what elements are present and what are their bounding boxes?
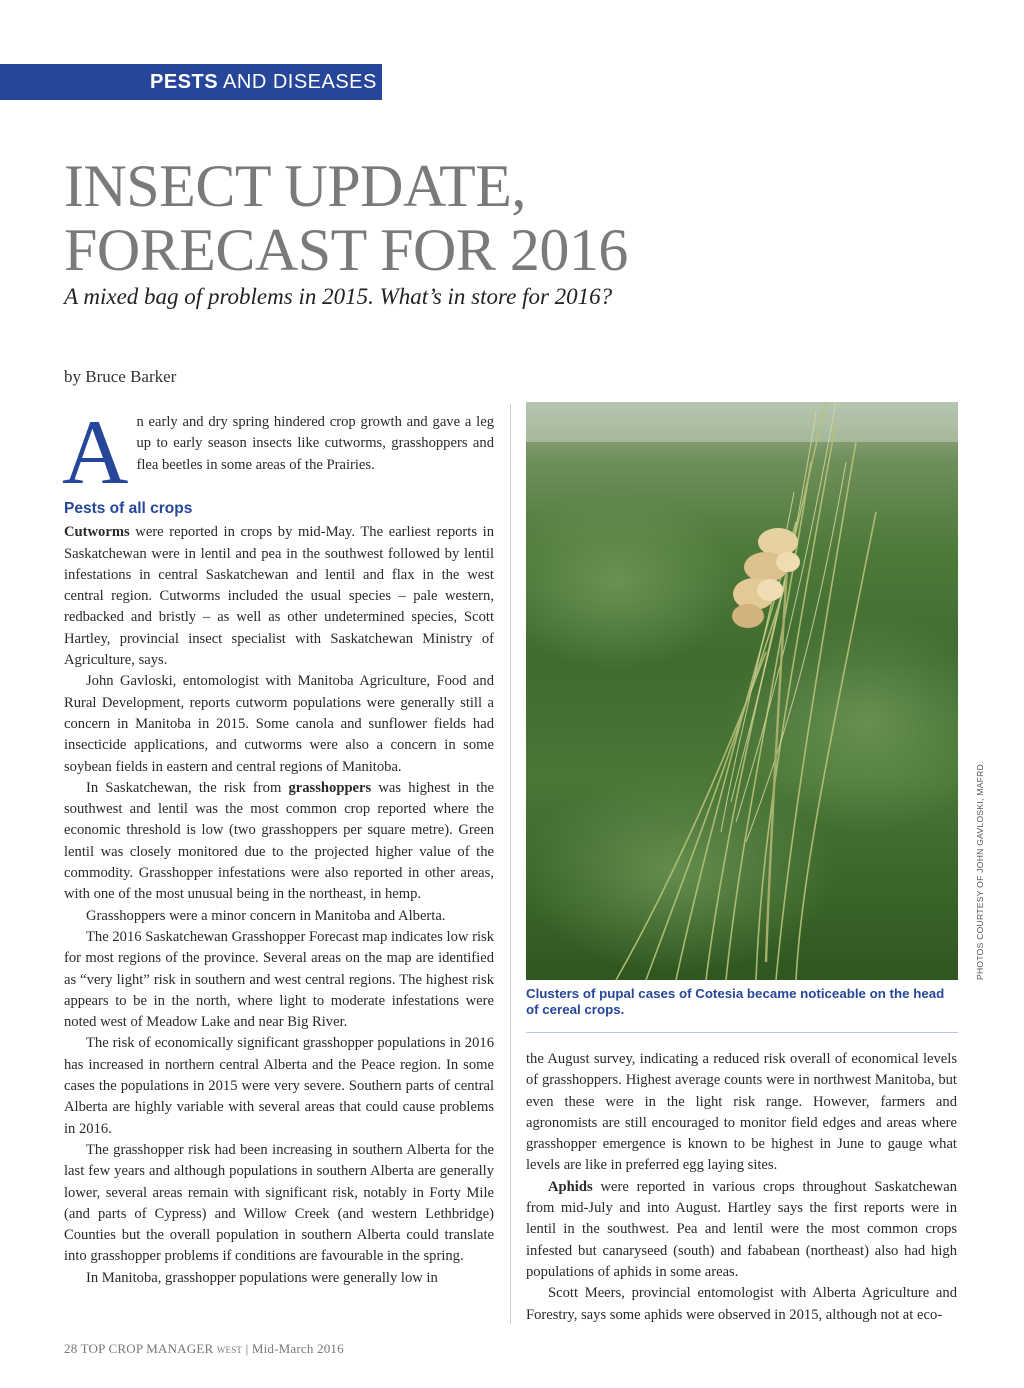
body-paragraph (64, 1268, 494, 1289)
caption-divider (526, 1032, 958, 1033)
body-paragraph (64, 906, 494, 927)
drop-cap: A (62, 401, 129, 503)
left-body (64, 522, 494, 1289)
paragraph-text: Grasshoppers were a minor concern in Manitoba and Alberta. (86, 907, 446, 924)
title-line-1: INSECT UPDATE, (64, 153, 526, 219)
paragraph-text: John Gavloski, entomologist with Manitoba Agriculture, Food and Rural Development, reports cutworm populations were generally still a concern in Manitoba in 2015. Some canola and sunflower fields had insecticide applications, and cutworms were also a concern in some soybean fields in eastern and central regions of Manitoba. (64, 673, 494, 775)
body-paragraph (526, 1283, 957, 1326)
body-paragraph (64, 522, 494, 671)
intro-text: n early and dry spring hindered crop growth and gave a leg up to early season insects like cutworms, grasshoppers and flea beetles in some areas of the Prairies. (136, 414, 494, 473)
body-paragraph (64, 778, 494, 906)
magazine-edition: WEST (216, 1345, 243, 1355)
article-title (64, 154, 628, 282)
intro-paragraph (62, 401, 494, 503)
body-paragraph (64, 1140, 494, 1268)
page-number: 28 (64, 1341, 78, 1356)
body-paragraph (526, 1177, 957, 1283)
paragraph-pre-text: In Saskatchewan, the risk from (86, 779, 289, 796)
photo-illustration (526, 402, 958, 980)
paragraph-text: The risk of economically significant grasshopper populations in 2016 has increased in northern central Alberta and the Peace region. In some cases the populations in 2015 were very severe. Southern parts of central Alberta are highly variable with several areas that could cause problems in 2016. (64, 1035, 494, 1137)
paragraph-lead-term: Aphids (548, 1178, 593, 1195)
paragraph-text: In Manitoba, grasshopper populations were generally low in (86, 1269, 438, 1286)
column-divider (510, 404, 511, 1324)
issue-date: Mid-March 2016 (251, 1341, 344, 1356)
section-banner (0, 64, 382, 100)
paragraph-lead-term: grasshoppers (288, 779, 372, 796)
title-line-2: FORECAST FOR 2016 (64, 217, 628, 283)
body-paragraph (526, 1049, 957, 1177)
photo-credit: PHOTOS COURTESY OF JOHN GAVLOSKI, MAFRD. (975, 761, 985, 980)
paragraph-text: were reported in various crops throughout Saskatchewan from mid-July and into August. Hartley says the first reports were in lentil in the southwest. Pea and lentil were the most common crops infested but canaryseed (south) and fababean (northeast) also had high populations of aphids in some areas. (526, 1178, 957, 1280)
article-subtitle: A mixed bag of problems in 2015. What’s in store for 2016? (64, 284, 613, 309)
photo-caption: Clusters of pupal cases of Cotesia became noticeable on the head of cereal crops. (526, 986, 945, 1017)
footer-separator: | (245, 1341, 249, 1356)
paragraph-text: the August survey, indicating a reduced risk overall of economical levels of grasshoppers. Highest average counts were in northwest Manitoba, but even these were in the light risk range. However, farmers and agronomists are still encouraged to monitor field edges and areas where grasshopper emergence is known to be highest in June to gauge what levels are like in preferred egg laying sites. (526, 1051, 957, 1174)
left-column (62, 401, 494, 1289)
byline: by Bruce Barker (64, 367, 177, 386)
paragraph-text: The 2016 Saskatchewan Grasshopper Forecast map indicates low risk for most regions of the province. Several areas on the map are identified as “very light” risk in southern and west central regions. The highest risk appears to be in the north, where light to moderate infestations were noted west of Meadow Lake and near Big River. (64, 928, 494, 1031)
magazine-name: TOP CROP MANAGER (80, 1341, 214, 1356)
body-paragraph (64, 1033, 494, 1139)
paragraph-text: The grasshopper risk had been increasing in southern Alberta for the last few years and although populations in southern Alberta are generally lower, several areas remain with significant risk, notably in Forty Mile (and parts of Cypress) and Willow Creek (and western Lethbridge) Counties but the overall population in southern Alberta could translate into grasshopper problems if conditions are favourable in the spring. (64, 1141, 494, 1265)
body-paragraph (64, 927, 494, 1033)
body-paragraph (64, 671, 494, 777)
cotesia-cocoon-cluster (732, 528, 800, 628)
right-body (526, 1049, 957, 1326)
wheat-head-photo (526, 402, 958, 980)
paragraph-text: was highest in the southwest and lentil was the most common crop reported where the economic threshold is low (two grasshoppers per square metre). Green lentil was closely monitored due to the projected higher value of the commodity. Grasshopper infestations were also reported in other areas, with one of the most unusual being in the northeast, in hemp. (64, 779, 494, 903)
subheading-pests-of-all-crops: Pests of all crops (64, 500, 193, 517)
paragraph-text: were reported in crops by mid-May. The earliest reports in Saskatchewan were in lentil and pea in the southwest followed by lentil infestations in central Saskatchewan and lentil and flax in the west central region. Cutworms included the usual species – pale western, redbacked and bristly – as well as other undetermined species, Scott Hartley, provincial insect specialist with Saskatchewan Ministry of Agriculture, says. (64, 524, 494, 669)
paragraph-text: Scott Meers, provincial entomologist with Alberta Agriculture and Forestry, says some aphids were observed in 2015, although not at eco- (526, 1285, 957, 1323)
paragraph-lead-term: Cutworms (64, 524, 130, 541)
right-column (526, 1049, 957, 1326)
section-banner-bold: PESTS (150, 71, 219, 93)
page-footer (64, 1341, 344, 1357)
section-banner-rest: AND DISEASES (223, 71, 377, 93)
